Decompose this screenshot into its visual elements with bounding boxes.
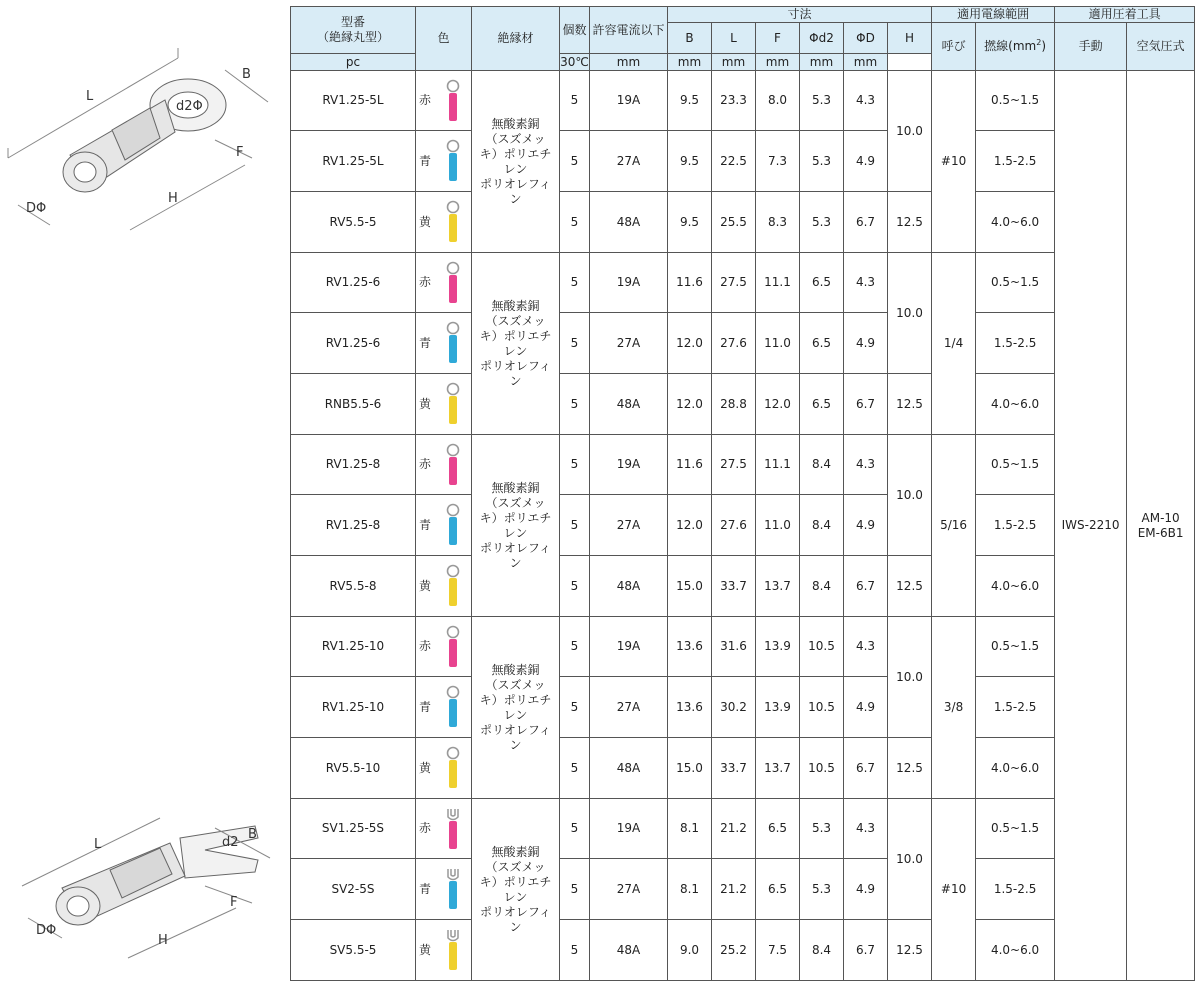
pneumatic-tool-cell: AM-10 EM-6B1 <box>1127 71 1195 981</box>
dim-D-cell: 6.7 <box>844 374 888 435</box>
fork-dim-L-label: L <box>94 837 102 852</box>
fork-dim-d2-label: d2 <box>222 835 239 850</box>
nominal-cell: 1/4 <box>932 253 976 435</box>
current-cell: 19A <box>590 71 668 131</box>
dim-d2-cell: 5.3 <box>800 71 844 131</box>
dim-F-cell: 7.3 <box>756 131 800 192</box>
dim-B-cell: 12.0 <box>668 495 712 556</box>
color-label: 赤 <box>419 821 432 835</box>
model-cell: RV1.25-10 <box>291 677 416 738</box>
count-cell: 5 <box>560 253 590 313</box>
header-nominal: 呼び <box>932 23 976 71</box>
current-cell: 27A <box>590 495 668 556</box>
dim-D-cell: 4.3 <box>844 253 888 313</box>
count-cell: 5 <box>560 495 590 556</box>
dim-d2-cell: 5.3 <box>800 859 844 920</box>
dim-B-cell: 9.5 <box>668 71 712 131</box>
color-label: 青 <box>419 517 432 532</box>
wire-range-cell: 0.5~1.5 <box>976 435 1055 495</box>
manual-tool-cell: IWS-2210 <box>1055 71 1127 981</box>
dim-d2-cell: 8.4 <box>800 435 844 495</box>
header-D-unit: mm <box>800 54 844 71</box>
current-cell: 48A <box>590 738 668 799</box>
ring-terminal-icon <box>445 382 461 426</box>
dim-B-cell: 9.0 <box>668 920 712 981</box>
header-manual: 手動 <box>1055 23 1127 71</box>
dim-L-cell: 27.5 <box>712 253 756 313</box>
header-current-unit: 30℃ <box>560 54 589 69</box>
dim-d2-cell: 5.3 <box>800 131 844 192</box>
dim-D-label: DΦ <box>26 201 47 216</box>
wire-range-cell: 1.5-2.5 <box>976 677 1055 738</box>
insulation-cell: 無酸素銅 （スズメッ キ）ポリエチ レン ポリオレフィ ン <box>472 253 560 435</box>
model-cell: RNB5.5-6 <box>291 374 416 435</box>
current-cell: 19A <box>590 799 668 859</box>
ring-terminal-icon <box>445 139 461 183</box>
current-cell: 19A <box>590 617 668 677</box>
count-cell: 5 <box>560 435 590 495</box>
dim-D-cell: 4.9 <box>844 131 888 192</box>
dim-F-cell: 6.5 <box>756 799 800 859</box>
wire-range-cell: 4.0~6.0 <box>976 920 1055 981</box>
dim-d2-cell: 6.5 <box>800 313 844 374</box>
dim-D-cell: 4.3 <box>844 799 888 859</box>
dim-F-cell: 12.0 <box>756 374 800 435</box>
header-L: L <box>712 23 756 54</box>
dim-L-cell: 28.8 <box>712 374 756 435</box>
nominal-cell: 3/8 <box>932 617 976 799</box>
terminal-spec-table <box>290 6 1195 981</box>
dim-d2-cell: 8.4 <box>800 495 844 556</box>
header-H-unit: mm <box>844 54 888 71</box>
dim-B-cell: 15.0 <box>668 738 712 799</box>
dim-D-cell: 4.9 <box>844 495 888 556</box>
dim-d2-cell: 10.5 <box>800 738 844 799</box>
model-cell: RV1.25-6 <box>291 253 416 313</box>
header-current: 許容電流以下 <box>590 7 668 54</box>
color-label: 赤 <box>419 639 432 653</box>
dim-d2-cell: 8.4 <box>800 556 844 617</box>
dim-F-cell: 11.0 <box>756 313 800 374</box>
model-cell: RV5.5-10 <box>291 738 416 799</box>
dim-F-cell: 13.7 <box>756 556 800 617</box>
dim-d2-cell: 8.4 <box>800 920 844 981</box>
count-cell: 5 <box>560 374 590 435</box>
ring-terminal-icon <box>445 685 461 729</box>
dim-B-cell: 12.0 <box>668 313 712 374</box>
header-wire-range: 適用電線範囲 <box>932 7 1055 23</box>
current-cell: 27A <box>590 313 668 374</box>
count-cell: 5 <box>560 617 590 677</box>
count-cell: 5 <box>560 71 590 131</box>
fork-dim-B-label: B <box>248 827 257 842</box>
wire-range-cell: 1.5-2.5 <box>976 859 1055 920</box>
ring-terminal-icon <box>445 79 461 123</box>
dim-d2-label: d2Φ <box>176 99 203 114</box>
dim-H-cell: 10.0 <box>888 617 932 738</box>
color-cell <box>416 192 472 253</box>
header-F: F <box>756 23 800 54</box>
dim-L-cell: 21.2 <box>712 859 756 920</box>
dim-L-cell: 27.5 <box>712 435 756 495</box>
dim-L-label: L <box>86 89 94 104</box>
model-cell: RV1.25-8 <box>291 435 416 495</box>
current-cell: 48A <box>590 192 668 253</box>
dim-L-cell: 27.6 <box>712 313 756 374</box>
color-cell <box>416 435 472 495</box>
dim-L-cell: 27.6 <box>712 495 756 556</box>
dim-D-cell: 4.3 <box>844 435 888 495</box>
dim-d2-cell: 10.5 <box>800 677 844 738</box>
nominal-cell: #10 <box>932 799 976 981</box>
dim-B-cell: 9.5 <box>668 131 712 192</box>
dim-L-cell: 31.6 <box>712 617 756 677</box>
dim-L-cell: 21.2 <box>712 799 756 859</box>
header-count-unit: pc <box>291 54 416 71</box>
dim-B-cell: 11.6 <box>668 435 712 495</box>
wire-range-cell: 0.5~1.5 <box>976 71 1055 131</box>
dim-B-cell: 13.6 <box>668 617 712 677</box>
color-label: 黄 <box>419 760 432 775</box>
color-cell <box>416 495 472 556</box>
wire-range-cell: 0.5~1.5 <box>976 617 1055 677</box>
dim-D-cell: 6.7 <box>844 556 888 617</box>
dim-F-cell: 13.9 <box>756 617 800 677</box>
model-cell: RV1.25-5L <box>291 71 416 131</box>
current-cell: 19A <box>590 435 668 495</box>
count-cell: 5 <box>560 738 590 799</box>
dim-D-cell: 4.3 <box>844 71 888 131</box>
dim-D-cell: 6.7 <box>844 192 888 253</box>
ring-terminal-icon <box>445 746 461 790</box>
wire-range-cell: 0.5~1.5 <box>976 253 1055 313</box>
model-cell: SV1.25-5S <box>291 799 416 859</box>
fork-terminal-icon <box>445 867 461 911</box>
model-cell: RV5.5-8 <box>291 556 416 617</box>
ring-terminal-diagram <box>0 40 285 260</box>
color-cell <box>416 799 472 859</box>
dim-D-cell: 6.7 <box>844 920 888 981</box>
wire-range-cell: 1.5-2.5 <box>976 131 1055 192</box>
color-cell <box>416 313 472 374</box>
current-cell: 27A <box>590 677 668 738</box>
dim-F-cell: 11.1 <box>756 253 800 313</box>
insulation-cell: 無酸素銅 （スズメッ キ）ポリエチ レン ポリオレフィ ン <box>472 799 560 981</box>
dim-H-cell: 10.0 <box>888 799 932 920</box>
dim-B-cell: 8.1 <box>668 859 712 920</box>
wire-range-cell: 4.0~6.0 <box>976 556 1055 617</box>
count-cell: 5 <box>560 131 590 192</box>
color-label: 青 <box>419 699 432 714</box>
count-cell: 5 <box>560 313 590 374</box>
dim-d2-cell: 6.5 <box>800 374 844 435</box>
color-label: 青 <box>419 153 432 168</box>
color-cell <box>416 617 472 677</box>
nominal-cell: 5/16 <box>932 435 976 617</box>
wire-range-cell: 1.5-2.5 <box>976 313 1055 374</box>
color-label: 青 <box>419 335 432 350</box>
dim-D-cell: 4.9 <box>844 677 888 738</box>
current-cell: 27A <box>590 859 668 920</box>
header-color: 色 <box>416 7 472 71</box>
dim-B-cell: 13.6 <box>668 677 712 738</box>
color-label: 赤 <box>419 457 432 471</box>
ring-terminal-icon <box>445 625 461 669</box>
wire-range-cell: 1.5-2.5 <box>976 495 1055 556</box>
dim-d2-cell: 10.5 <box>800 617 844 677</box>
dim-H-cell: 10.0 <box>888 71 932 192</box>
color-cell <box>416 556 472 617</box>
current-cell: 19A <box>590 253 668 313</box>
dim-H-cell: 12.5 <box>888 920 932 981</box>
dim-D-cell: 6.7 <box>844 738 888 799</box>
dim-F-cell: 13.9 <box>756 677 800 738</box>
color-cell <box>416 253 472 313</box>
color-cell <box>416 71 472 131</box>
wire-range-cell: 4.0~6.0 <box>976 374 1055 435</box>
insulation-cell: 無酸素銅 （スズメッ キ）ポリエチ レン ポリオレフィ ン <box>472 71 560 253</box>
header-tools: 適用圧着工具 <box>1055 7 1195 23</box>
dim-H-cell: 12.5 <box>888 738 932 799</box>
fork-terminal-icon <box>445 928 461 972</box>
header-insulation: 絶縁材 <box>472 7 560 71</box>
color-label: 青 <box>419 881 432 896</box>
model-cell: RV5.5-5 <box>291 192 416 253</box>
model-cell: SV2-5S <box>291 859 416 920</box>
dim-L-cell: 33.7 <box>712 738 756 799</box>
count-cell: 5 <box>560 677 590 738</box>
model-cell: RV1.25-8 <box>291 495 416 556</box>
color-cell <box>416 131 472 192</box>
count-cell: 5 <box>560 859 590 920</box>
header-d2: Φd2 <box>800 23 844 54</box>
header-model: 型番 （絶縁丸型） <box>291 7 416 54</box>
dim-L-cell: 25.2 <box>712 920 756 981</box>
header-dimensions: 寸法 <box>668 7 932 23</box>
fork-terminal-diagram <box>0 808 285 968</box>
model-cell: RV1.25-6 <box>291 313 416 374</box>
color-label: 赤 <box>419 93 432 107</box>
current-cell: 48A <box>590 920 668 981</box>
dim-L-cell: 25.5 <box>712 192 756 253</box>
color-cell <box>416 677 472 738</box>
dim-B-cell: 9.5 <box>668 192 712 253</box>
ring-terminal-icon <box>445 443 461 487</box>
color-label: 黄 <box>419 942 432 957</box>
header-B: B <box>668 23 712 54</box>
header-d2-unit: mm <box>756 54 800 71</box>
header-B-unit: mm <box>590 54 668 71</box>
wire-range-cell: 0.5~1.5 <box>976 799 1055 859</box>
dim-L-cell: 33.7 <box>712 556 756 617</box>
color-label: 黄 <box>419 214 432 229</box>
dim-F-label: F <box>236 145 244 160</box>
header-D: ΦD <box>844 23 888 54</box>
dim-F-cell: 11.1 <box>756 435 800 495</box>
current-cell: 48A <box>590 374 668 435</box>
dim-L-cell: 23.3 <box>712 71 756 131</box>
dim-B-cell: 11.6 <box>668 253 712 313</box>
dim-B-cell: 12.0 <box>668 374 712 435</box>
nominal-cell: #10 <box>932 71 976 253</box>
dim-F-cell: 13.7 <box>756 738 800 799</box>
count-cell: 5 <box>560 920 590 981</box>
wire-range-cell: 4.0~6.0 <box>976 738 1055 799</box>
fork-terminal-icon <box>445 807 461 851</box>
dim-H-cell: 12.5 <box>888 556 932 617</box>
current-cell: 48A <box>590 556 668 617</box>
dim-d2-cell: 5.3 <box>800 192 844 253</box>
count-cell: 5 <box>560 556 590 617</box>
header-count: 個数 <box>560 7 590 54</box>
header-H: H <box>888 23 932 54</box>
dim-F-cell: 8.0 <box>756 71 800 131</box>
header-strand: 撚線$(mm^2)$ <box>976 23 1055 71</box>
dim-H-cell: 12.5 <box>888 374 932 435</box>
color-label: 黄 <box>419 578 432 593</box>
header-pneumatic: 空気圧式 <box>1127 23 1195 71</box>
dim-H-cell: 10.0 <box>888 253 932 374</box>
dim-F-cell: 6.5 <box>756 859 800 920</box>
ring-terminal-icon <box>445 261 461 305</box>
table-row <box>291 71 1195 131</box>
dim-H-cell: 10.0 <box>888 435 932 556</box>
dim-L-cell: 22.5 <box>712 131 756 192</box>
model-cell: RV1.25-10 <box>291 617 416 677</box>
dim-H-label: H <box>168 191 178 206</box>
color-cell <box>416 859 472 920</box>
color-label: 赤 <box>419 275 432 289</box>
ring-terminal-icon <box>445 503 461 547</box>
ring-terminal-icon <box>445 564 461 608</box>
ring-terminal-icon <box>445 200 461 244</box>
dim-d2-cell: 5.3 <box>800 799 844 859</box>
ring-terminal-icon <box>445 321 461 365</box>
dim-D-cell: 4.9 <box>844 859 888 920</box>
fork-dim-F-label: F <box>230 895 238 910</box>
dim-L-cell: 30.2 <box>712 677 756 738</box>
color-cell <box>416 374 472 435</box>
header-F-unit: mm <box>712 54 756 71</box>
dim-d2-cell: 6.5 <box>800 253 844 313</box>
insulation-cell: 無酸素銅 （スズメッ キ）ポリエチ レン ポリオレフィ ン <box>472 435 560 617</box>
dim-B-cell: 15.0 <box>668 556 712 617</box>
wire-range-cell: 4.0~6.0 <box>976 192 1055 253</box>
dim-B-cell: 8.1 <box>668 799 712 859</box>
dim-B-label: B <box>242 67 251 82</box>
color-label: 黄 <box>419 396 432 411</box>
color-cell <box>416 920 472 981</box>
model-cell: RV1.25-5L <box>291 131 416 192</box>
fork-dim-H-label: H <box>158 933 168 948</box>
dim-D-cell: 4.3 <box>844 617 888 677</box>
model-cell: SV5.5-5 <box>291 920 416 981</box>
fork-dim-D-label: DΦ <box>36 923 57 938</box>
dim-F-cell: 8.3 <box>756 192 800 253</box>
dim-D-cell: 4.9 <box>844 313 888 374</box>
insulation-cell: 無酸素銅 （スズメッ キ）ポリエチ レン ポリオレフィ ン <box>472 617 560 799</box>
dim-F-cell: 11.0 <box>756 495 800 556</box>
color-cell <box>416 738 472 799</box>
current-cell: 27A <box>590 131 668 192</box>
header-L-unit: mm <box>668 54 712 71</box>
count-cell: 5 <box>560 192 590 253</box>
dim-F-cell: 7.5 <box>756 920 800 981</box>
count-cell: 5 <box>560 799 590 859</box>
dim-H-cell: 12.5 <box>888 192 932 253</box>
